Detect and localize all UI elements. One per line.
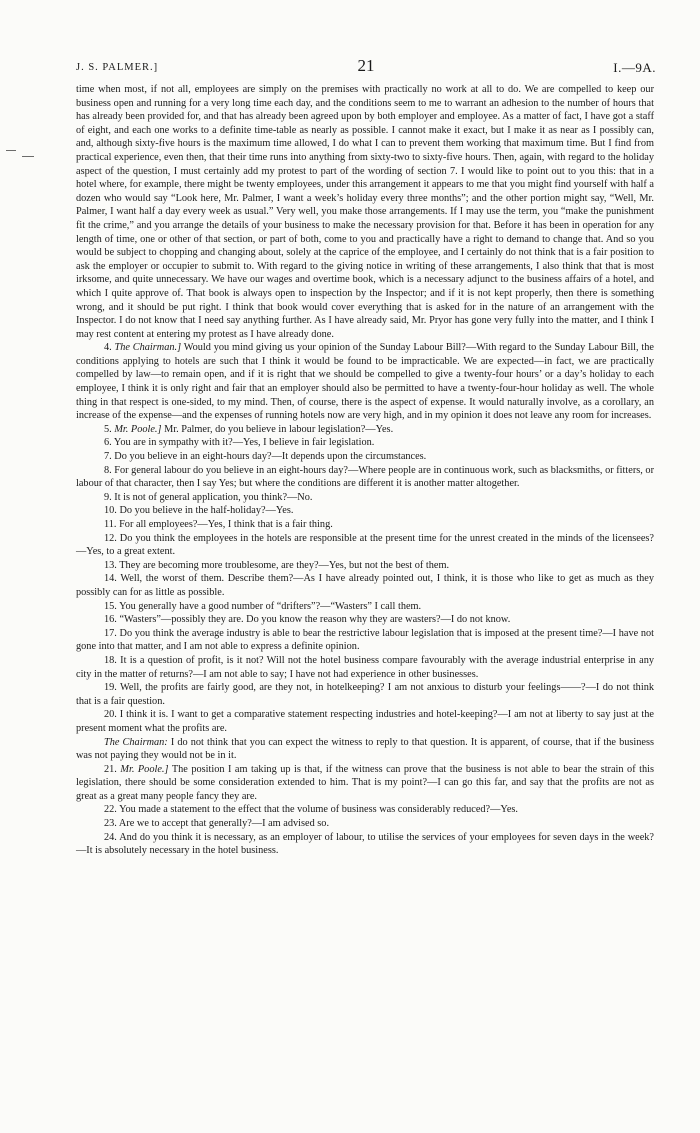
- question-16: 16. “Wasters”—possibly they are. Do you know the reason why they are wasters?—I do not know.: [104, 614, 511, 626]
- speaker-label: The Chairman:: [104, 736, 168, 748]
- margin-mark: [22, 156, 34, 157]
- evidence-text: [76, 83, 654, 858]
- question-4: 4. The Chairman.] Would you mind giving us your opinion of the Sunday Labour Bill?—With regard to the Sunday Labour Bill, the conditions applying to hotels are such that I think it would be found to be impracticable. We are expected—in fact, we are practically compelled by law—to remain open, and if it is right that we should be compelled to give a twenty-four hours’ or a day’s holiday to each employee, I think it is only right and fair that an employer should also be permitted to have a twenty-four-hour holiday as well. The whole thing in that respect is one-sided, to my mind. Then, of course, there is the aspect of expense. It would naturally involve, as a corollary, an increase of the expense—and the expenses of running hotels now are very high, and in my opinion it does not leave any room for increases.: [76, 342, 654, 422]
- question-21: 21. Mr. Poole.] The position I am taking up is that, if the witness can prove that the business is not able to bear the strain of this legislation, there should be some consideration extended to him. That is my point?—I can go this far, and say that the profits are not as great as a great many people fancy they are.: [76, 763, 655, 802]
- question-9: 9. It is not of general application, you think?—No.: [104, 491, 313, 503]
- question-13: 13. They are becoming more troublesome, are they?—Yes, but not the best of them.: [104, 559, 450, 571]
- question-6: 6. You are in sympathy with it?—Yes, I believe in fair legislation.: [104, 437, 375, 449]
- question-11: 11. For all employees?—Yes, I think that is a fair thing.: [104, 519, 333, 530]
- question-24: 24. And do you think it is necessary, as an employer of labour, to utilise the services of your employees for seven days in the week?—It is absolutely necessary in the hotel business.: [76, 831, 654, 857]
- answer-paragraph: time when most, if not all, employees are simply on the premises with practically no work at all to do. We are compelled to keep our business open and running for a very long time each day, and the conditions seem to me to warrant an adhesion to the number of hours that has already been provided for, and that has already been agreed upon by both employer and employee. As a matter of fact, I have got a staff of eight, and each one works to a definite time-table as nearly as possible. I cannot make it exact, but I make it as near as I possibly can, and, although sixty-five hours is the maximum time allowed, I do what I can to prevent them working that maximum time. But I find from practical experience, even then, that their time runs into anything from sixty-two to sixty-five hours. Then, again, with regard to the holiday aspect of the question, I must certainly add my protest to part of the wording of section 7. I would like to point out to you this: that in a hotel where, for example, there might be twenty employees, under this arrangement it appears to me that you might find yourself with half a dozen who would say “Look here, Mr. Palmer, I want a week’s holiday every three months”; and the other portion might say, “Well, Mr. Palmer, I want half a day every week as usual.” Very well, you make those arrangements. If I may use the term, you “make the punishment fit the crime,” and you arrange the details of your business to make the necessary provision for that. Before it has been in operation for any length of time, one or other of that section, or part of both, come to you and practically have a right to demand to change that. And so you would be subject to chopping and changing about, solely at the caprice of the employee, and I certainly do not think that is a fair position to ask the employer or occupier to submit to. With regard to the giving notice in writing of these arrangements, I also think that that is most irksome, and quite unnecessary. We have our wages and overtime book, which is a necessary adjunct to the business affairs of a hotel, and which I quite approve of. That book is always open to inspection by the Inspector; and if it is not kept properly, then there is something wrong, and it should be put right. I think that book would cover everything that is asked for in the nature of an arrangement with the Inspector. I do not know that I need say anything further. As I have already said, Mr. Pryor has gone very fully into the matter, and I think I may rest content at entering my protest as I have already done.: [76, 84, 654, 340]
- chairman-remark: The Chairman: I do not think that you can expect the witness to reply to that question. It is apparent, of course, that if the business was not paying they would not be in it.: [76, 736, 654, 762]
- question-7: 7. Do you believe in an eight-hours day?—It depends upon the circumstances.: [104, 451, 427, 463]
- page-number: 21: [357, 56, 375, 75]
- question-8: 8. For general labour do you believe in an eight-hours day?—Where people are in continuous work, such as blacksmiths, or fitters, or labour of that character, then I say Yes; but where the conditions are different it is another matter altogether.: [76, 464, 654, 490]
- question-18: 18. It is a question of profit, is it not? Will not the hotel business compare favourably with the average industrial enterprise in any city in the matter of returns?—I am not able to say; I have not had experience in other businesses.: [76, 654, 654, 680]
- witness-name: J. S. PALMER.]: [76, 62, 159, 73]
- question-12: 12. Do you think the employees in the hotels are responsible at the present time for the unrest created in the minds of the licensees?—Yes, to a great extent.: [76, 532, 654, 558]
- question-17: 17. Do you think the average industry is able to bear the restrictive labour legislation that is imposed at the present time?—I have not gone into that matter, and I am not able to express a definite opinion.: [76, 627, 654, 653]
- question-20: 20. I think it is. I want to get a comparative statement respecting industries and hotel-keeping?—I am not at liberty to say just at the present moment what the profits are.: [76, 709, 654, 734]
- question-10: 10. Do you believe in the half-holiday?—Yes.: [104, 505, 294, 517]
- question-19: 19. Well, the profits are fairly good, are they not, in hotelkeeping? I am not anxious to disturb your feelings——?—I do not think that is a fair question.: [76, 682, 654, 707]
- question-14: 14. Well, the worst of them. Describe them?—As I have already pointed out, I think, it is those who like to get as much as they possibly can for as little as possible.: [76, 573, 654, 598]
- question-5: 5. Mr. Poole.] Mr. Palmer, do you believe in labour legislation?—Yes.: [104, 423, 394, 435]
- page-header: [76, 56, 656, 80]
- question-15: 15. You generally have a good number of “drifters”?—“Wasters” I call them.: [104, 600, 422, 612]
- speaker-label: The Chairman.]: [114, 342, 182, 354]
- question-22: 22. You made a statement to the effect that the volume of business was considerably reduced?—Yes.: [104, 804, 518, 816]
- document-reference: I.—9A.: [613, 60, 656, 75]
- speaker-label: Mr. Poole.]: [114, 423, 162, 435]
- margin-mark: [6, 150, 16, 151]
- question-23: 23. Are we to accept that generally?—I am advised so.: [104, 818, 330, 830]
- speaker-label: Mr. Poole.]: [120, 763, 169, 775]
